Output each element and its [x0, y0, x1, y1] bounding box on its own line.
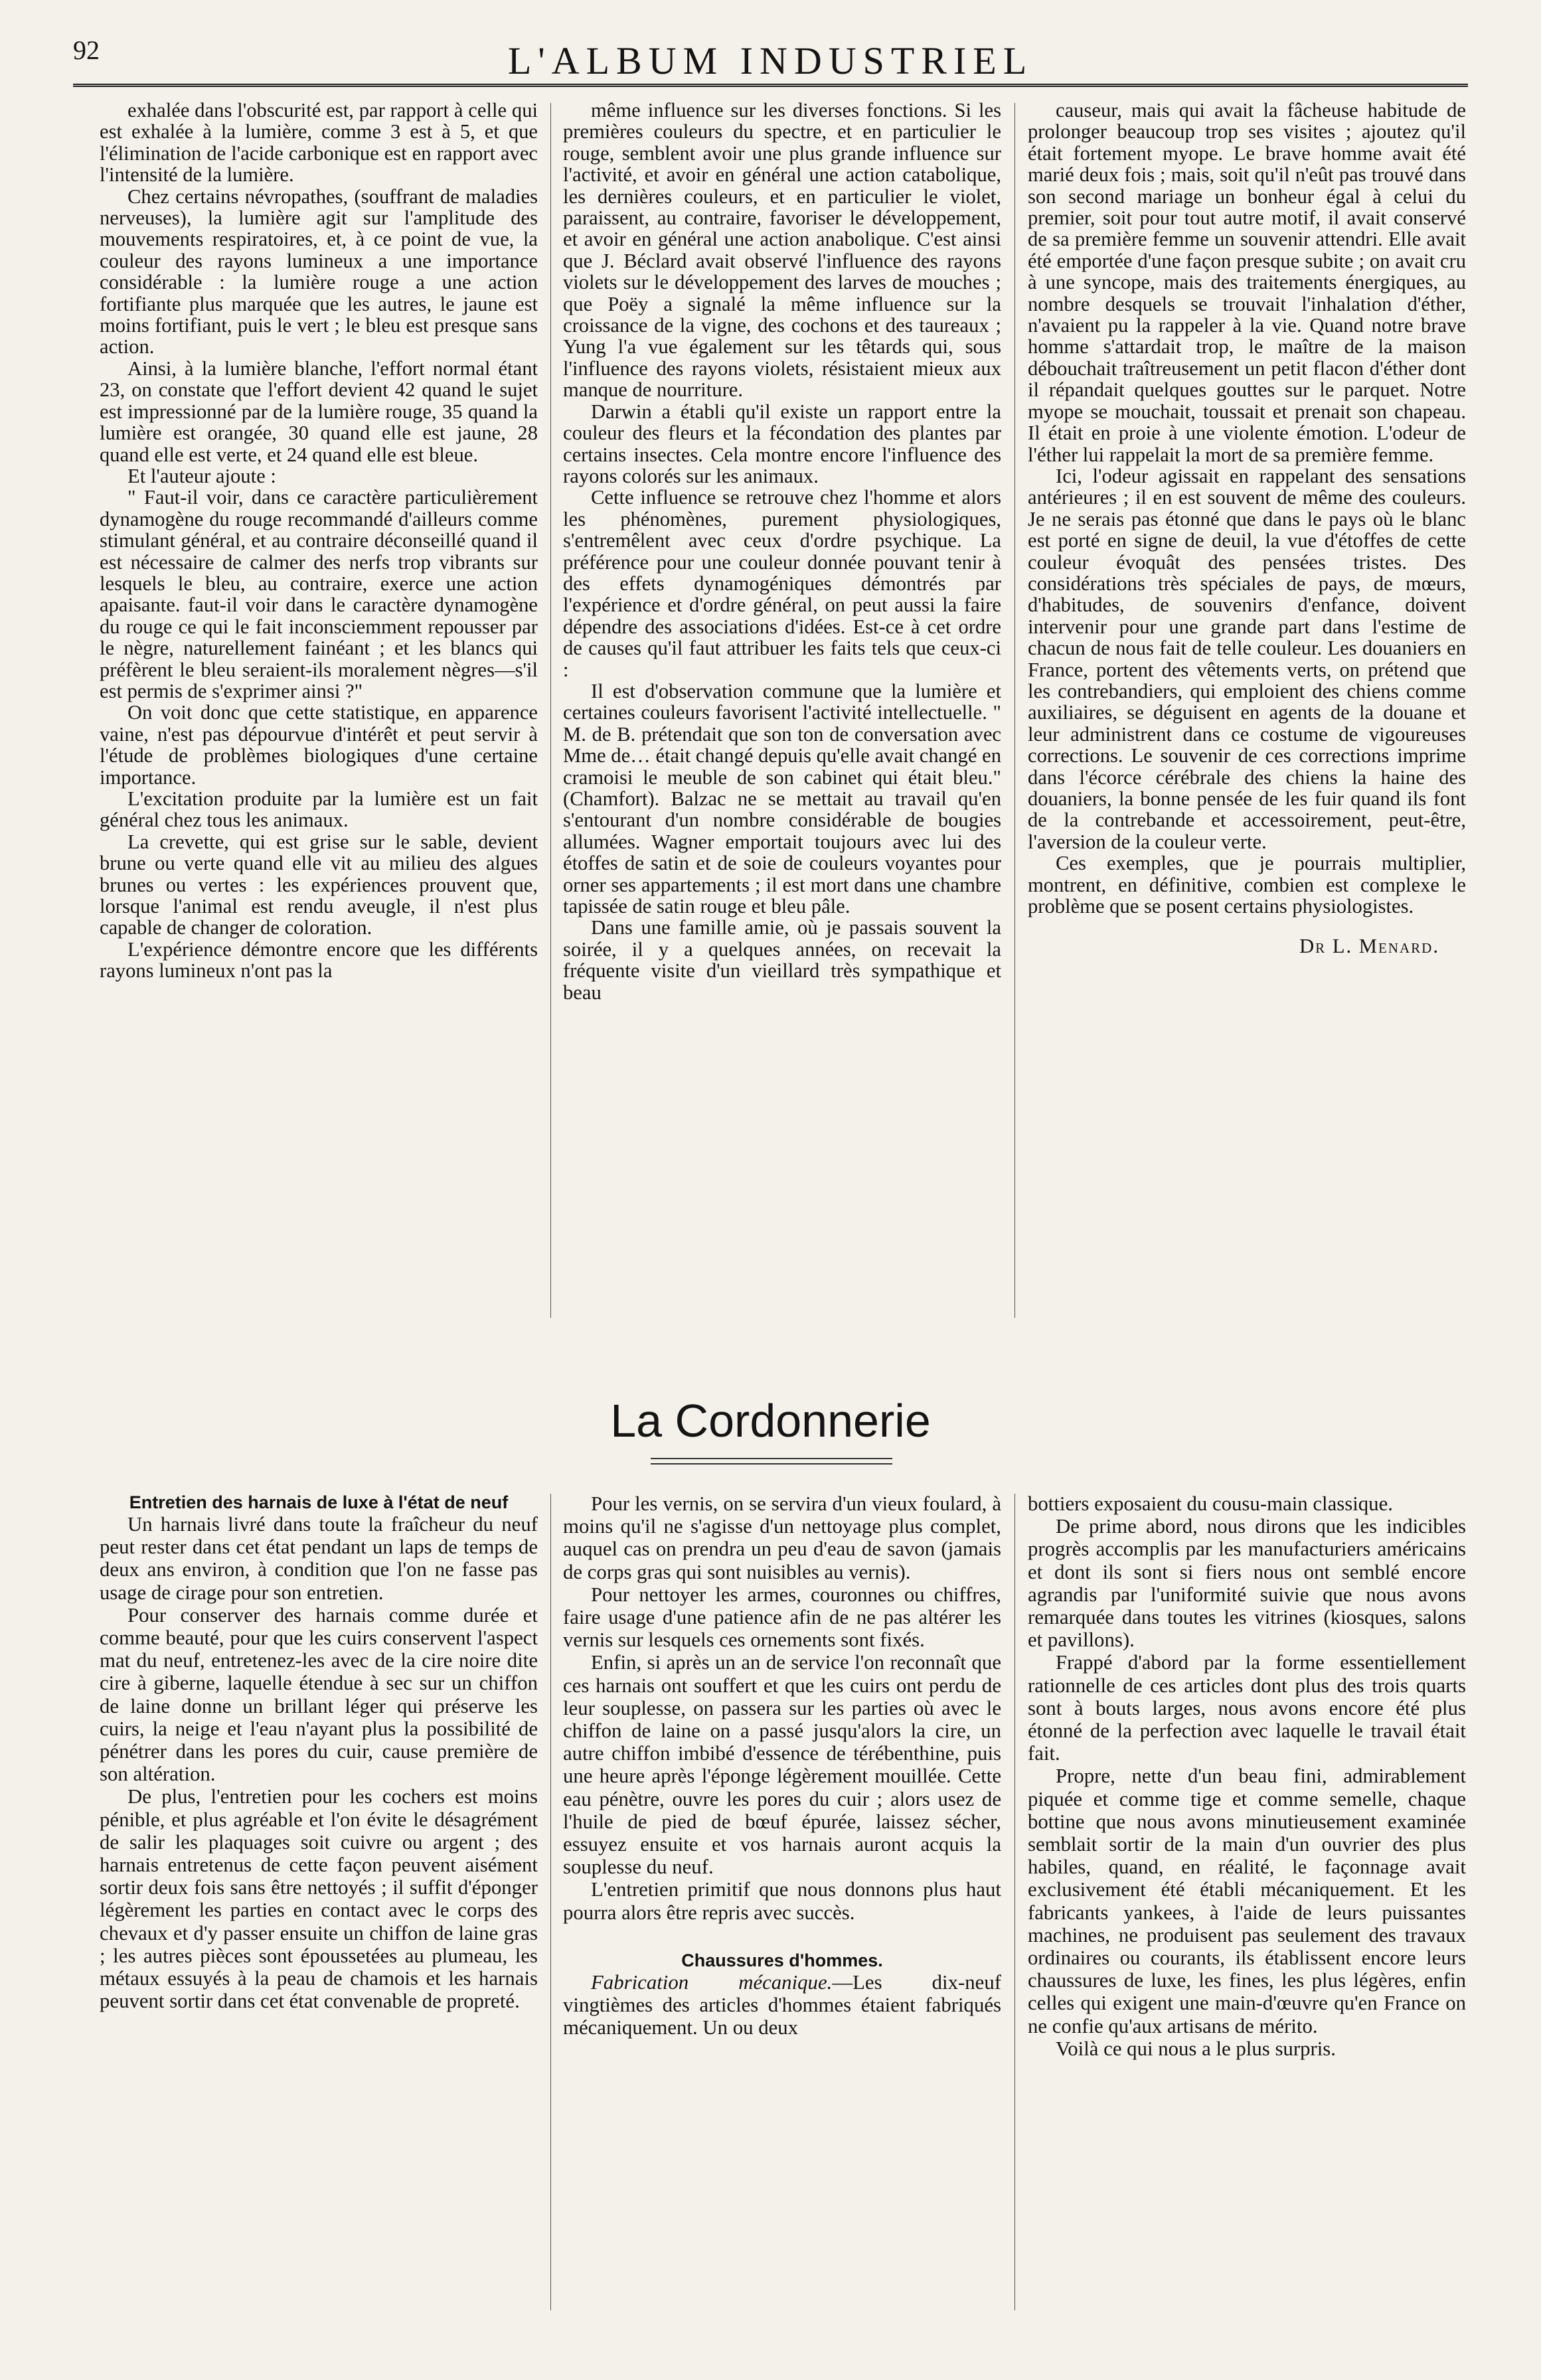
paragraph: Et l'auteur ajoute :	[127, 464, 276, 487]
paragraph-text: —Les dix-neuf vingtièmes des articles d'hommes étaient fabriqués mécaniquement. Un ou deux	[563, 1970, 1001, 2039]
column-rule	[550, 103, 551, 1318]
lower-column-1	[100, 1492, 538, 2012]
paragraph: Il est d'observation commune que la lumière et certaines couleurs favorisent l'activité intellectuelle. " M. de B. prétendait que son ton de conversation avec Mme de… était changé depuis qu'elle avait changé en cramoisi le meuble de son cabinet qui était bleu." (Chamfort). Balzac ne se mettait au travail qu'en s'entourant d'un nombre considérable de bougies allumées. Wagner emportait toujours avec lui des étoffes de satin et de soie de couleurs voyantes pour orner ses appartements ; il est mort dans une chambre tapissée de satin rouge et bleu pâle.	[563, 679, 1001, 918]
paragraph: L'expérience démontre encore que les différents rayons lumineux n'ont pas la	[100, 937, 538, 983]
author-signature: Dr L. Menard.	[1299, 935, 1439, 958]
header-rule	[73, 84, 1468, 87]
article-heading: Chaussures d'hommes.	[681, 1950, 883, 1970]
paragraph: " Faut-il voir, dans ce caractère particulièrement dynamogène du rouge recommandé d'ailleurs comme stimulant général, et au contraire déconseillé quand il est nécessaire de calmer des nerfs trop vibrants sur lesquels le bleu, au contraire, exerce une action apaisante. faut-il voir dans le caractère dynamogène du rouge ce qui le fait inconsciemment repousser par le nègre, naturellement fainéant ; et les blancs qui préfèrent le bleu seraient-ils moralement nègres—s'il est permis de s'exprimer ainsi ?"	[100, 486, 538, 702]
page-number: 92	[73, 35, 100, 65]
paragraph: De prime abord, nous dirons que les indicibles progrès accomplis par les manufacturiers américains et dont ils sont si fiers nous ont semblé encore agrandis par l'uniformité suivie que nous avons remarquée dans toutes les vitrines (kiosques, salons et pavillons).	[1028, 1515, 1466, 1652]
paragraph: Enfin, si après un an de service l'on reconnaît que ces harnais ont souffert et que les cuirs ont perdu de leur souplesse, on passera sur les parties où avec le chiffon de laine on a passé jusqu'alors la cire, un autre chiffon imbibé d'essence de térébenthine, puis une heure après l'éponge légèrement mouillée. Cette eau pénètre, ouvre les pores du cuir ; alors usez de l'huile de pied de bœuf épurée, laissez sécher, essuyez ensuite et vos harnais auront acquis la souplesse du neuf.	[563, 1651, 1001, 1879]
lower-column-2	[563, 1492, 1001, 2039]
paragraph: Pour conserver des harnais comme durée et comme beauté, pour que les cuirs conservent l'aspect mat du neuf, entretenez-les avec de la cire noire dite cire à giberne, laquelle étendue à sec sur un chiffon de laine donne un brillant léger qui préserve les cuirs, la neige et l'eau n'ayant plus la possibilité de pénétrer dans les pores du cuir, cause première de son altération.	[100, 1603, 538, 1786]
paragraph	[563, 1971, 1001, 2039]
title-rule	[651, 1463, 892, 1465]
paragraph: Voilà ce qui nous a le plus surpris.	[1056, 2037, 1336, 2060]
paragraph: Chez certains névropathes, (souffrant de maladies nerveuses), la lumière agit sur l'amplitude des mouvements respiratoires, et, à ce point de vue, la couleur des rayons lumineux a une importance considérable : la lumière rouge a une action fortifiante plus marquée que les autres, le jaune est moins fortifiant, puis le vert ; le bleu est presque sans action.	[100, 185, 538, 358]
paragraph: Pour nettoyer les armes, couronnes ou chiffres, faire usage d'une patience afin de ne pas altérer les vernis sur lesquels ces ornements sont fixés.	[563, 1583, 1001, 1652]
paragraph: La crevette, qui est grise sur le sable, devient brune ou verte quand elle vit au milieu des algues brunes ou vertes : les expériences prouvent que, lorsque l'animal est rendu aveugle, il n'est plus capable de changer de coloration.	[100, 830, 538, 939]
paragraph: Cette influence se retrouve chez l'homme et alors les phénomènes, purement physiologiques, s'entremêlent avec ceux d'ordre psychique. La préférence pour une couleur donnée pouvant tenir à des effets dynamogéniques démontrés par l'expérience et d'ordre général, on peut aussi la faire dépendre des associations d'idées. Est-ce à cet ordre de causes qu'il faut attribuer les faits tels que ceux-ci :	[563, 486, 1001, 681]
column-rule	[550, 1494, 551, 2310]
paragraph: même influence sur les diverses fonctions. Si les premières couleurs du spectre, et en particulier le rouge, semblent avoir une plus grande influence sur l'activité, et avoir en général une action catabolique, les dernières couleurs, et en particulier le violet, paraissent, au contraire, favoriser le développement, et avoir en général une action anabolique. C'est ainsi que J. Béclard avait observé l'influence des rayons violets sur le développement des larves de mouches ; que Poëy a signalé la même influence sur la croissance de la vigne, des cochons et des taureaux ; Yung l'a vue également sur les têtards qui, sous l'influence des rayons violets, résistaient mieux aux manque de nourriture.	[563, 99, 1001, 402]
running-head	[73, 35, 1468, 84]
column-rule	[1014, 1494, 1015, 2310]
paragraph: bottiers exposaient du cousu-main classique.	[1028, 1492, 1393, 1515]
column-rule	[1014, 103, 1015, 1318]
paragraph: L'entretien primitif que nous donnons plus haut pourra alors être repris avec succès.	[563, 1878, 1001, 1924]
paragraph: Pour les vernis, on se servira d'un vieux foulard, à moins qu'il ne s'agisse d'un nettoyage plus complet, auquel cas on prendra un peu d'eau de savon (jamais de corps gras qui sont nuisibles au vernis).	[563, 1492, 1001, 1583]
title-rule	[651, 1458, 892, 1459]
paragraph: Ces exemples, que je pourrais multiplier, montrent, en définitive, combien est complexe le problème que se posent certains physiologistes.	[1028, 852, 1466, 918]
paragraph: Dans une famille amie, où je passais souvent la soirée, il y a quelques années, on recevait la fréquente visite d'un vieillard très sympathique et beau	[563, 916, 1001, 1004]
paragraph: Un harnais livré dans toute la fraîcheur du neuf peut rester dans cet état pendant un laps de temps de deux ans environ, à condition que l'on ne fasse pas usage de cirage pour son entretien.	[100, 1513, 538, 1604]
paragraph: Propre, nette d'un beau fini, admirablement piquée et comme tige et comme semelle, chaque bottine que nous avons minutieusement examinée semblait sortir de la main d'un ouvrier des plus habiles, quand, en réalité, le façonnage avait exclusivement été établi mécaniquement. Et les fabricants yankees, à l'aide de leurs puissantes machines, ne produisent pas seulement des travaux ordinaires ou courants, ils établissent encore leurs chaussures de luxe, les fines, les plus légères, enfin celles qui exigent une main-d'œuvre qu'en France on ne confie qu'aux artisans de mérito.	[1028, 1765, 1466, 2037]
upper-column-2	[563, 100, 1001, 1003]
paragraph: Ici, l'odeur agissait en rappelant des sensations antérieures ; il en est souvent de même des couleurs. Je ne serais pas étonné que dans le pays où le blanc est porté en signe de deuil, la vue d'étoffes de cette couleur évoquât des pensées tristes. Des considérations très spéciales de pays, de mœurs, d'habitudes, de souvenirs d'enfance, doivent intervenir pour une grande part dans l'estime de chacun de nous fait de telle couleur. Les douaniers en France, portent des vêtements verts, on prétend que les contrebandiers, qui emploient des chiens comme auxiliaires, se déguisent en agents de la douane et leur administrent dans ce costume de vigoureuses corrections. Le souvenir de ces corrections imprime dans l'écorce cérébrale des chiens la haine des douaniers, la bonne pensée de les fuir quand ils font de la contrebande et accessoirement, peut-être, l'aversion de la couleur verte.	[1028, 464, 1466, 853]
upper-column-1	[100, 100, 538, 982]
paragraph: Frappé d'abord par la forme essentiellement rationnelle de ces articles dont plus des trois quarts sont à bouts larges, nous avons encore été plus étonné de la perfection avec laquelle le travail était fait.	[1028, 1651, 1466, 1765]
lower-column-3	[1028, 1492, 1466, 2060]
paragraph: causeur, mais qui avait la fâcheuse habitude de prolonger beaucoup trop ses visites ; ajoutez qu'il était fortement myope. Le brave homme avait été marié deux fois ; mais, soit qu'il n'eût pas trouvé dans son second mariage un bonheur égal à celui du premier, soit pour tout autre motif, il avait conservé de sa première femme un souvenir attendri. Elle avait été emportée d'une façon presque subite ; on avait cru à une syncope, mais des traitements énergiques, au nombre desquels se trouvait l'inhalation d'éther, n'avaient pu la rappeler à la vie. Quand notre brave homme s'attardait trop, le maître de la maison débouchait traîtreusement un petit flacon d'éther dont il répandait quelques gouttes sur le parquet. Notre myope se mouchait, toussait et prenait son chapeau. Il était en proie à une violente émotion. L'odeur de l'éther lui rappelait la mort de sa première femme.	[1028, 99, 1466, 466]
paragraph: On voit donc que cette statistique, en apparence vaine, n'est pas dépourvue d'intérêt et peut servir à l'étude de problèmes biologiques d'une certaine importance.	[100, 701, 538, 789]
paragraph: Darwin a établi qu'il existe un rapport entre la couleur des fleurs et la fécondation des plantes par certains insectes. Cela montre encore l'influence des rayons colorés sur les animaux.	[563, 400, 1001, 487]
paragraph: L'excitation produite par la lumière est un fait général chez tous les animaux.	[100, 787, 538, 832]
paragraph: De plus, l'entretien pour les cochers est moins pénible, et plus agréable et l'on évite le désagrément de salir les plaquages soit cuivre ou argent ; des harnais entretenus de cette façon peuvent aisément sortir deux fois sans être nettoyés ; il suffit d'éponger légèrement les parties en contact avec le corps des chevaux et d'y passer ensuite un chiffon de laine gras ; les autres pièces sont époussetées au plumeau, les métaux essuyés à la peau de chamois et les harnais peuvent sortir dans cet état convenable de propreté.	[100, 1785, 538, 2013]
paragraph: Ainsi, à la lumière blanche, l'effort normal étant 23, on constate que l'effort devient 42 quand le sujet est impressionné par de la lumière rouge, 35 quand la lumière est orangée, 30 quand elle est jaune, 28 quand elle est verte, et 24 quand elle est bleue.	[100, 357, 538, 466]
paragraph: exhalée dans l'obscurité est, par rapport à celle qui est exhalée à la lumière, comme 3 est à 5, et que l'élimination de l'acide carbonique est en rapport avec l'intensité de la lumière.	[100, 99, 538, 187]
italic-lead-in: Fabrication mécanique.	[591, 1970, 833, 1994]
journal-title: L'ALBUM INDUSTRIEL	[507, 39, 1034, 82]
upper-column-3	[1028, 100, 1466, 957]
article-heading: Entretien des harnais de luxe à l'état de neuf	[129, 1492, 509, 1512]
section-title: La Cordonnerie	[610, 1395, 931, 1447]
